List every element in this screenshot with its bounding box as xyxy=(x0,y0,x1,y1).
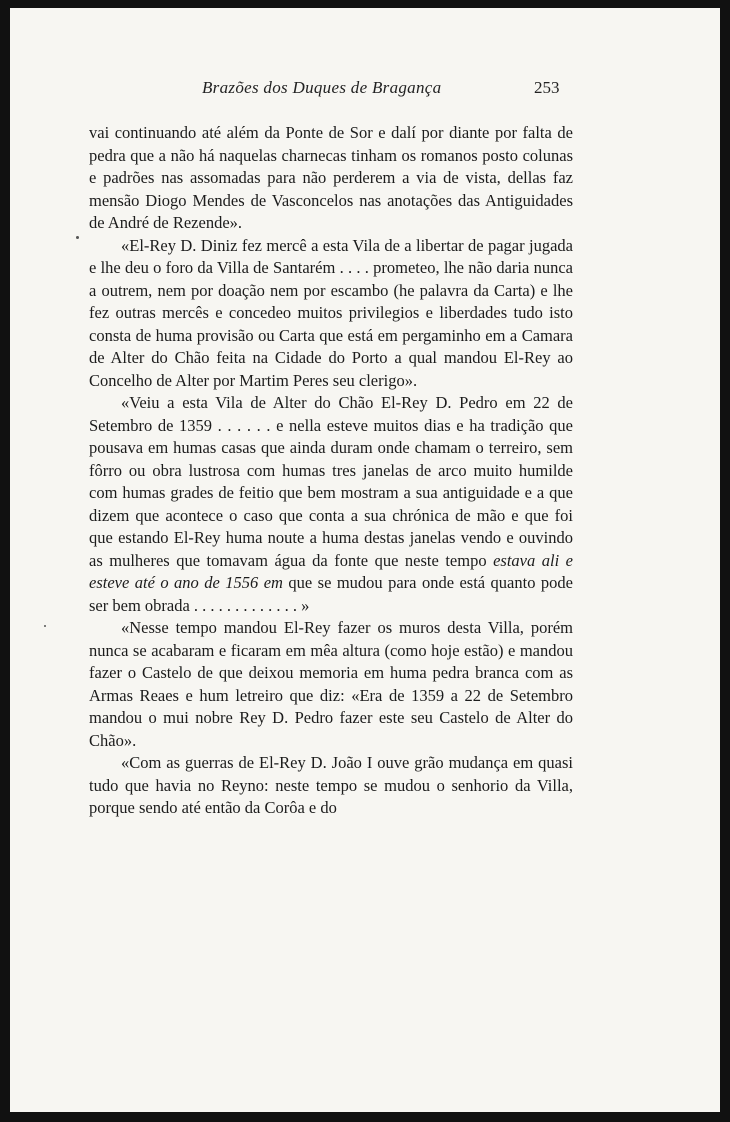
scanned-page xyxy=(10,8,720,1112)
paragraph-text: «Nesse tempo mandou El-Rey fazer os muros desta Villa, porém nunca se acabaram e ficaram em mêa altura (como hoje estão) e mandou fazer o Castelo de que deixou memoria em huma pedra branca com as Armas Reaes e hum letreiro que diz: «Era de 1359 a 22 de Setembro mandou o mui nobre Rey D. Pedro fazer este seu Castelo de Alter do Chão». xyxy=(89,618,573,750)
page-number: 253 xyxy=(534,78,560,97)
paragraph-text: «Veiu a esta Vila de Alter do Chão El-Rey D. Pedro em 22 de Setembro de 1359 . . . . . . e nella esteve muitos dias e ha tradição que pousava em humas casas que ainda duram onde chamam o terreiro, sem fôrro ou obra lustrosa com humas tres janelas de arco muito humilde com humas grades de feitio que bem mostram a sua antiguidade e a que dizem que acontece o caso que conta a sua chrónica de mão e que foi que estando El-Rey huma noute a huma destas janelas vendo e ouvindo as mulheres que tomavam água da fonte que neste tempo xyxy=(89,393,573,570)
body-text xyxy=(89,122,573,820)
running-header xyxy=(10,78,720,108)
paragraph-text: «El-Rey D. Diniz fez mercê a esta Vila de a libertar de pagar jugada e lhe deu o foro da Villa de Santarém . . . . prometeo, lhe não daria nunca a outrem, nem por doação nem por escambo (he palavra da Carta) e lhe fez outras mercês e concedeo muitos privilegios e liberdades tudo isto consta de huma provisão ou Carta que está em pergaminho em a Camara de Alter do Chão feita na Cidade do Porto a qual mandou El-Rey ao Concelho de Alter por Martim Peres seu clerigo». xyxy=(89,235,573,390)
paragraph xyxy=(89,122,573,235)
paragraph xyxy=(89,752,573,820)
running-title: Brazões dos Duques de Bragança xyxy=(202,78,442,97)
paragraph-text: vai continuando até além da Ponte de Sor e dalí por diante por falta de pedra que a não há naquelas charnecas tinham os romanos posto colunas e padrões nas assomadas para não perderem a via de vista, dellas faz mensão Diogo Mendes de Vasconcelos nas anotações das Antiguidades de André de Rezende». xyxy=(89,123,573,232)
paragraph xyxy=(89,392,573,617)
paragraph-text: que se mudou para onde está quanto pode ser bem obrada . . . . . . . . . . . . . » xyxy=(89,573,573,615)
italic-text: estava ali e esteve até o ano de 1556 em xyxy=(89,550,573,592)
scan-speck xyxy=(44,625,46,627)
paragraph-text: «Com as guerras de El-Rey D. João I ouve grão mudança em quasi tudo que havia no Reyno: neste tempo se mudou o senhorio da Villa, porque sendo até então da Corôa e do xyxy=(89,753,573,817)
paragraph xyxy=(89,617,573,752)
paragraph xyxy=(89,235,573,393)
scan-speck xyxy=(76,236,79,239)
